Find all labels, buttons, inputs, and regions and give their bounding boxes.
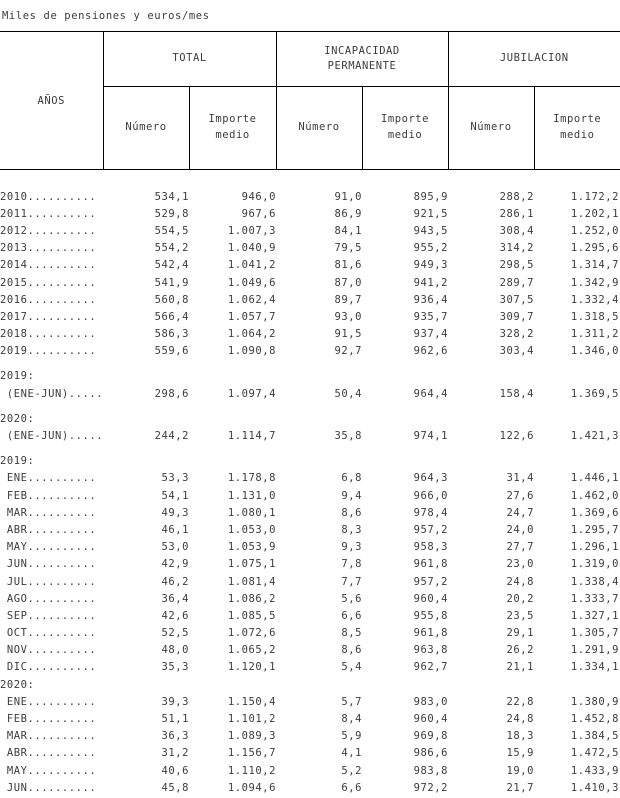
row-label: OCT.......... xyxy=(0,627,97,640)
row-value: 960,4 xyxy=(413,592,449,605)
row-value: 1.346,0 xyxy=(570,345,620,358)
row-value: 289,7 xyxy=(499,276,535,289)
table-row xyxy=(0,343,620,360)
row-value: 31,2 xyxy=(161,747,189,760)
row-value: 86,9 xyxy=(334,207,363,220)
row-label: ENE.......... xyxy=(0,472,97,485)
row-value: 964,4 xyxy=(413,387,449,400)
row-value: 8,6 xyxy=(341,644,363,657)
header-sub-jubilacion-importe xyxy=(534,87,620,170)
row-value: 949,3 xyxy=(413,259,449,272)
table-row xyxy=(0,521,620,538)
row-value: 51,1 xyxy=(161,713,189,726)
row-label: JUL.......... xyxy=(0,575,97,588)
row-value: 42,9 xyxy=(161,558,189,571)
row-label: FEB.......... xyxy=(0,713,97,726)
header-sub-jubilacion-importe-line1: Importe xyxy=(553,113,602,126)
row-value: 22,8 xyxy=(506,695,535,708)
table-row xyxy=(0,291,620,308)
row-value: 20,2 xyxy=(506,592,535,605)
row-label: SEP.......... xyxy=(0,609,97,622)
row-value: 1.080,1 xyxy=(227,506,277,519)
row-value: 962,7 xyxy=(413,661,449,674)
row-value: 936,4 xyxy=(413,293,449,306)
row-label: 2014.......... xyxy=(0,259,97,272)
row-value: 1.421,3 xyxy=(570,430,620,443)
row-label: MAY.......... xyxy=(0,764,97,777)
row-value: 978,4 xyxy=(413,506,449,519)
row-value: 1.090,8 xyxy=(227,345,277,358)
row-value: 46,2 xyxy=(161,575,189,588)
gap-cell xyxy=(0,360,620,368)
row-value: 1.472,5 xyxy=(570,747,620,760)
row-value: 9,3 xyxy=(341,541,363,554)
pensions-table xyxy=(0,31,620,796)
row-label: JUN.......... xyxy=(0,558,97,571)
row-value: 8,5 xyxy=(341,627,363,640)
table-row xyxy=(0,504,620,521)
row-value: 1.178,8 xyxy=(227,472,277,485)
row-value: 554,2 xyxy=(154,242,189,255)
table-row xyxy=(0,188,620,205)
row-value: 1.085,5 xyxy=(227,609,277,622)
table-row xyxy=(0,607,620,624)
row-label: MAR.......... xyxy=(0,730,97,743)
gap-cell xyxy=(0,402,620,410)
row-value: 955,8 xyxy=(413,609,449,622)
row-value: 5,7 xyxy=(341,695,363,708)
row-value: 529,8 xyxy=(154,207,189,220)
row-value: 8,6 xyxy=(341,506,363,519)
row-value: 1.131,0 xyxy=(227,489,277,502)
gap-cell xyxy=(0,445,620,453)
row-value: 48,0 xyxy=(161,644,189,657)
row-value: 4,1 xyxy=(341,747,363,760)
row-value: 1.295,6 xyxy=(570,242,620,255)
table-row-gap xyxy=(0,360,620,368)
row-value: 8,3 xyxy=(341,523,363,536)
row-value: 1.296,1 xyxy=(570,541,620,554)
row-value: 560,8 xyxy=(154,293,189,306)
row-value: 983,0 xyxy=(413,695,449,708)
table-row xyxy=(0,779,620,796)
row-value: 1.333,7 xyxy=(570,592,620,605)
row-value: 974,1 xyxy=(413,430,449,443)
table-row xyxy=(0,470,620,487)
row-value: 1.305,7 xyxy=(570,627,620,640)
row-value: 946,0 xyxy=(241,190,277,203)
header-group-jubilacion-line1: JUBILACION xyxy=(499,52,569,65)
row-value: 586,3 xyxy=(154,328,189,341)
row-label: MAR.......... xyxy=(0,506,97,519)
row-value: 89,7 xyxy=(334,293,363,306)
row-value: 308,4 xyxy=(499,224,535,237)
row-value: 24,7 xyxy=(506,506,535,519)
row-value: 27,7 xyxy=(506,541,535,554)
row-value: 1.202,1 xyxy=(570,207,620,220)
row-value: 298,6 xyxy=(154,387,189,400)
row-value: 24,0 xyxy=(506,523,535,536)
row-value: 35,8 xyxy=(334,430,363,443)
row-value: 79,5 xyxy=(334,242,363,255)
row-value: 966,0 xyxy=(413,489,449,502)
row-value: 1.332,4 xyxy=(570,293,620,306)
table-row xyxy=(0,642,620,659)
row-value: 87,0 xyxy=(334,276,363,289)
row-value: 307,5 xyxy=(499,293,535,306)
table-body xyxy=(0,170,620,797)
header-group-incapacidad xyxy=(276,32,448,87)
row-value: 1.065,2 xyxy=(227,644,277,657)
row-value: 937,4 xyxy=(413,328,449,341)
row-value: 7,8 xyxy=(341,558,363,571)
row-value: 961,8 xyxy=(413,558,449,571)
row-value: 5,9 xyxy=(341,730,363,743)
table-row xyxy=(0,222,620,239)
row-label: NOV.......... xyxy=(0,644,97,657)
row-value: 35,3 xyxy=(161,661,189,674)
row-value: 1.156,7 xyxy=(227,747,277,760)
row-value: 955,2 xyxy=(413,242,449,255)
table-row xyxy=(0,745,620,762)
row-value: 314,2 xyxy=(499,242,535,255)
table-row xyxy=(0,728,620,745)
row-value: 1.075,1 xyxy=(227,558,277,571)
row-value: 1.342,9 xyxy=(570,276,620,289)
row-value: 5,2 xyxy=(341,764,363,777)
table-row xyxy=(0,257,620,274)
row-value: 941,2 xyxy=(413,276,449,289)
row-value: 298,5 xyxy=(499,259,535,272)
row-label: ABR.......... xyxy=(0,747,97,760)
row-value: 963,8 xyxy=(413,644,449,657)
row-value: 303,4 xyxy=(499,345,535,358)
table-row-group-header xyxy=(0,368,620,385)
table-header xyxy=(0,32,620,170)
row-value: 957,2 xyxy=(413,575,449,588)
row-value: 1.369,6 xyxy=(570,506,620,519)
row-value: 534,1 xyxy=(154,190,189,203)
row-value: 7,7 xyxy=(341,575,363,588)
header-sub-jubilacion-numero: Número xyxy=(448,87,534,170)
row-value: 1.452,8 xyxy=(570,713,620,726)
row-label: 2017.......... xyxy=(0,310,97,323)
row-label: ABR.......... xyxy=(0,523,97,536)
row-label: 2016.......... xyxy=(0,293,97,306)
row-value: 1.314,7 xyxy=(570,259,620,272)
row-value: 1.057,7 xyxy=(227,310,277,323)
row-value: 328,2 xyxy=(499,328,535,341)
row-label: 2010.......... xyxy=(0,190,97,203)
row-value: 1.120,1 xyxy=(227,661,277,674)
header-sub-incapacidad-importe-line2: medio xyxy=(387,129,423,141)
row-value: 972,2 xyxy=(413,781,449,794)
table-row xyxy=(0,625,620,642)
row-value: 92,7 xyxy=(334,345,363,358)
row-value: 18,3 xyxy=(506,730,535,743)
row-value: 46,1 xyxy=(161,523,189,536)
row-value: 943,5 xyxy=(413,224,449,237)
row-value: 26,2 xyxy=(506,644,535,657)
row-value: 1.072,6 xyxy=(227,627,277,640)
row-value: 935,7 xyxy=(413,310,449,323)
row-value: 84,1 xyxy=(334,224,363,237)
row-value: 6,6 xyxy=(341,609,363,622)
table-row xyxy=(0,308,620,325)
table-row xyxy=(0,326,620,343)
row-value: 964,3 xyxy=(413,472,449,485)
row-value: 967,6 xyxy=(241,207,277,220)
table-row-group-header xyxy=(0,410,620,427)
row-value: 309,7 xyxy=(499,310,535,323)
row-value: 24,8 xyxy=(506,575,535,588)
row-value: 961,8 xyxy=(413,627,449,640)
table-row xyxy=(0,240,620,257)
row-label: FEB.......... xyxy=(0,489,97,502)
row-value: 986,6 xyxy=(413,747,449,760)
row-value: 542,4 xyxy=(154,259,189,272)
row-value: 8,4 xyxy=(341,713,363,726)
row-label: AGO.......... xyxy=(0,592,97,605)
row-label: 2013.......... xyxy=(0,242,97,255)
table-row xyxy=(0,205,620,222)
row-value: 1.049,6 xyxy=(227,276,277,289)
row-label: (ENE-JUN)..... xyxy=(0,387,103,400)
header-sub-total-importe-line2: medio xyxy=(215,129,250,141)
table-row xyxy=(0,693,620,710)
row-value: 21,1 xyxy=(506,661,535,674)
body-top-spacer xyxy=(0,170,620,189)
row-value: 23,5 xyxy=(506,609,535,622)
header-sub-jubilacion-importe-line2: medio xyxy=(560,129,595,141)
table-row xyxy=(0,762,620,779)
row-value: 91,5 xyxy=(334,328,363,341)
row-value: 122,6 xyxy=(499,430,535,443)
row-value: 81,6 xyxy=(334,259,363,272)
row-value: 1.150,4 xyxy=(227,695,277,708)
header-sub-incapacidad-importe xyxy=(362,87,448,170)
row-value: 1.086,2 xyxy=(227,592,277,605)
row-value: 29,1 xyxy=(506,627,535,640)
table-row xyxy=(0,487,620,504)
table-row xyxy=(0,556,620,573)
row-value: 1.064,2 xyxy=(227,328,277,341)
row-value: 921,5 xyxy=(413,207,449,220)
table-row xyxy=(0,427,620,444)
row-value: 39,3 xyxy=(161,695,189,708)
row-value: 53,0 xyxy=(161,541,189,554)
row-value: 1.089,3 xyxy=(227,730,277,743)
row-value: 23,0 xyxy=(506,558,535,571)
row-value: 1.172,2 xyxy=(570,190,620,203)
header-group-total-line1: TOTAL xyxy=(172,52,207,65)
row-value: 541,9 xyxy=(154,276,189,289)
row-value: 1.291,9 xyxy=(570,644,620,657)
row-value: 1.252,0 xyxy=(570,224,620,237)
table-row-group-header xyxy=(0,676,620,693)
table-caption: Miles de pensiones y euros/mes xyxy=(2,10,210,22)
row-value: 24,8 xyxy=(506,713,535,726)
row-value: 1.097,4 xyxy=(227,387,277,400)
row-value: 566,4 xyxy=(154,310,189,323)
row-value: 554,5 xyxy=(154,224,189,237)
group-header-label: 2019: xyxy=(0,370,35,383)
table-row xyxy=(0,659,620,676)
row-value: 53,3 xyxy=(161,472,189,485)
row-value: 1.433,9 xyxy=(570,764,620,777)
header-sub-total-numero: Número xyxy=(103,87,189,170)
row-value: 9,4 xyxy=(341,489,363,502)
row-label: DIC.......... xyxy=(0,661,97,674)
header-sub-incapacidad-importe-line1: Importe xyxy=(380,113,430,126)
table-row xyxy=(0,274,620,291)
table-row xyxy=(0,710,620,727)
row-value: 244,2 xyxy=(154,430,189,443)
table-row-gap xyxy=(0,402,620,410)
row-value: 1.062,4 xyxy=(227,293,277,306)
row-value: 49,3 xyxy=(161,506,189,519)
row-label: ENE.......... xyxy=(0,695,97,708)
row-label: JUN.......... xyxy=(0,781,97,794)
row-value: 52,5 xyxy=(161,627,189,640)
group-header-label: 2020: xyxy=(0,678,35,691)
row-value: 1.053,9 xyxy=(227,541,277,554)
row-value: 957,2 xyxy=(413,523,449,536)
row-value: 21,7 xyxy=(506,781,535,794)
row-value: 1.040,9 xyxy=(227,242,277,255)
header-sub-incapacidad-numero: Número xyxy=(276,87,362,170)
row-value: 27,6 xyxy=(506,489,535,502)
row-label: 2019.......... xyxy=(0,345,97,358)
header-years: AÑOS xyxy=(0,32,103,170)
row-value: 1.410,3 xyxy=(570,781,620,794)
row-value: 6,6 xyxy=(341,781,363,794)
row-value: 895,9 xyxy=(413,190,449,203)
header-group-incapacidad-line2: PERMANENTE xyxy=(327,60,397,72)
header-sub-total-importe-line1: Importe xyxy=(208,113,257,126)
row-value: 5,6 xyxy=(341,592,363,605)
row-value: 1.446,1 xyxy=(570,472,620,485)
table-row xyxy=(0,590,620,607)
row-value: 1.338,4 xyxy=(570,575,620,588)
row-value: 1.327,1 xyxy=(570,609,620,622)
row-value: 969,8 xyxy=(413,730,449,743)
table-row-group-header xyxy=(0,453,620,470)
row-value: 5,4 xyxy=(341,661,363,674)
row-value: 1.334,1 xyxy=(570,661,620,674)
row-value: 1.319,0 xyxy=(570,558,620,571)
group-header-label: 2020: xyxy=(0,412,35,425)
row-value: 1.114,7 xyxy=(227,430,277,443)
row-value: 1.384,5 xyxy=(570,730,620,743)
row-value: 1.318,5 xyxy=(570,310,620,323)
row-value: 1.380,9 xyxy=(570,695,620,708)
row-value: 1.101,2 xyxy=(227,713,277,726)
row-value: 36,3 xyxy=(161,730,189,743)
row-value: 15,9 xyxy=(506,747,535,760)
row-value: 50,4 xyxy=(334,387,363,400)
row-value: 288,2 xyxy=(499,190,535,203)
row-value: 31,4 xyxy=(506,472,535,485)
row-label: 2011.......... xyxy=(0,207,97,220)
row-label: 2018.......... xyxy=(0,328,97,341)
table-row-gap xyxy=(0,445,620,453)
header-group-jubilacion xyxy=(448,32,620,87)
row-value: 6,8 xyxy=(341,472,363,485)
row-label: MAY.......... xyxy=(0,541,97,554)
row-value: 1.311,2 xyxy=(570,328,620,341)
header-group-row xyxy=(0,32,620,87)
header-sub-total-importe xyxy=(189,87,276,170)
row-value: 983,8 xyxy=(413,764,449,777)
row-value: 1.462,0 xyxy=(570,489,620,502)
row-label: (ENE-JUN)..... xyxy=(0,430,103,443)
table-row xyxy=(0,385,620,402)
row-value: 19,0 xyxy=(506,764,535,777)
header-group-total xyxy=(103,32,276,87)
row-value: 958,3 xyxy=(413,541,449,554)
row-value: 93,0 xyxy=(334,310,363,323)
row-label: 2012.......... xyxy=(0,224,97,237)
row-value: 559,6 xyxy=(154,345,189,358)
row-value: 1.094,6 xyxy=(227,781,277,794)
row-value: 45,8 xyxy=(161,781,189,794)
table-row xyxy=(0,573,620,590)
row-value: 91,0 xyxy=(334,190,363,203)
row-value: 286,1 xyxy=(499,207,535,220)
row-value: 36,4 xyxy=(161,592,189,605)
table-row xyxy=(0,539,620,556)
row-value: 960,4 xyxy=(413,713,449,726)
row-value: 40,6 xyxy=(161,764,189,777)
row-value: 1.007,3 xyxy=(227,224,277,237)
row-value: 42,6 xyxy=(161,609,189,622)
row-label: 2015.......... xyxy=(0,276,97,289)
row-value: 1.369,5 xyxy=(570,387,620,400)
row-value: 962,6 xyxy=(413,345,449,358)
header-group-incapacidad-line1: INCAPACIDAD xyxy=(324,44,400,57)
row-value: 54,1 xyxy=(161,489,189,502)
row-value: 1.041,2 xyxy=(227,259,277,272)
group-header-label: 2019: xyxy=(0,455,35,468)
row-value: 158,4 xyxy=(499,387,535,400)
row-value: 1.081,4 xyxy=(227,575,277,588)
row-value: 1.295,7 xyxy=(570,523,620,536)
row-value: 1.053,0 xyxy=(227,523,277,536)
row-value: 1.110,2 xyxy=(227,764,277,777)
